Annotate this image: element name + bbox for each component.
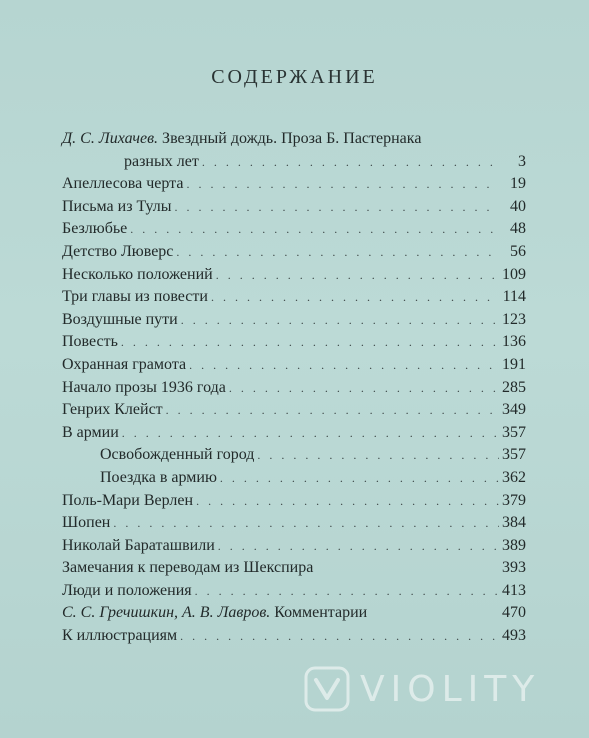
page-title: СОДЕРЖАНИЕ [211, 66, 378, 88]
toc-entry [62, 602, 526, 625]
toc-entry-title [62, 196, 172, 219]
toc-page-number: 357 [502, 423, 526, 441]
toc-entry-text: Комментарии [270, 604, 368, 622]
toc-entry-title [62, 422, 119, 445]
toc-page-number: 123 [502, 310, 526, 328]
dot-leader [166, 399, 499, 422]
toc-entry-title [62, 331, 118, 354]
toc-entry [62, 196, 526, 219]
toc-entry-text: Звездный дождь. Проза Б. Пастернака [158, 130, 422, 147]
toc-page-number: 379 [502, 491, 526, 509]
toc-entry-text: Николай Бараташвили [62, 536, 215, 554]
toc-entry-text: Повесть [62, 333, 118, 351]
toc-page-number: 56 [510, 242, 526, 260]
toc-page-number: 3 [518, 152, 526, 170]
dot-leader [122, 422, 499, 445]
toc-entry-title [62, 151, 199, 174]
toc-entry-title [62, 173, 183, 196]
toc-page-number: 470 [502, 604, 526, 622]
toc-page-number: 413 [502, 581, 526, 599]
dot-leader [189, 354, 499, 377]
toc-entry-title [62, 557, 313, 580]
table-of-contents [62, 128, 526, 648]
toc-entry-text: К иллюстрациям [62, 627, 178, 645]
toc-entry [62, 535, 526, 558]
dot-leader [257, 444, 499, 467]
dot-leader [186, 173, 499, 196]
toc-entry-title [62, 264, 213, 287]
toc-entry-text: Начало прозы 1936 года [62, 378, 226, 396]
dot-leader [181, 309, 499, 332]
toc-entry-text: Шопен [62, 514, 111, 532]
toc-entry [62, 422, 526, 445]
toc-entry-text: Генрих Клейст [62, 401, 163, 419]
toc-page-number: 357 [502, 446, 526, 464]
violity-logo-icon [304, 666, 350, 712]
toc-entry-text: Безлюбье [62, 220, 128, 238]
toc-entry-title [62, 625, 177, 648]
dot-leader [211, 286, 499, 309]
toc-entry-text: Поездка в армию [100, 468, 217, 486]
dot-leader [195, 580, 499, 603]
toc-entry-title [62, 580, 192, 603]
toc-entry-title [62, 399, 163, 422]
toc-entry-title [62, 241, 173, 264]
dot-leader [218, 535, 499, 558]
toc-entry-title [62, 309, 178, 332]
toc-page-number: 191 [502, 355, 526, 373]
toc-entry [62, 173, 526, 196]
toc-entry [62, 444, 526, 467]
toc-entry [62, 467, 526, 490]
toc-entry [62, 377, 526, 400]
toc-entry-text: Детство Люверс [62, 242, 174, 260]
toc-entry-text: разных лет [124, 152, 199, 170]
toc-entry-text: Воздушные пути [62, 310, 178, 328]
toc-entry-title [62, 218, 127, 241]
toc-page-number: 40 [510, 197, 526, 215]
toc-page-number: 362 [502, 468, 526, 486]
dot-leader [216, 264, 499, 287]
toc-entry-title [62, 467, 217, 490]
toc-entry [62, 399, 526, 422]
toc-entry-text: Апеллесова черта [62, 175, 184, 193]
toc-entry-text: Люди и положения [62, 581, 192, 599]
toc-entry-title [62, 354, 186, 377]
toc-page-number: 48 [510, 220, 526, 238]
toc-entry [62, 580, 526, 603]
toc-entry-title [62, 535, 215, 558]
dot-leader [130, 218, 499, 241]
toc-entry-text: Освобожденный город [100, 446, 255, 464]
toc-page-number: 109 [502, 265, 526, 283]
toc-entry-title [62, 512, 110, 535]
toc-page-number: 114 [502, 288, 526, 306]
toc-entry [62, 490, 526, 513]
toc-entry [62, 354, 526, 377]
toc-entry-title [62, 128, 421, 151]
toc-entry [62, 625, 526, 648]
toc-entry-text: Несколько положений [62, 265, 213, 283]
toc-entry-author: Д. С. Лихачев. [62, 130, 159, 147]
toc-entry-title [62, 602, 367, 625]
toc-page-number: 384 [502, 514, 526, 532]
toc-entry-text: Поль-Мари Верлен [62, 491, 194, 509]
toc-entry-title [62, 490, 193, 513]
dot-leader [176, 241, 499, 264]
toc-page-number: 493 [502, 627, 526, 645]
toc-page-number: 393 [502, 559, 526, 577]
toc-entry-title [62, 444, 254, 467]
toc-entry-text: Три главы из повести [62, 288, 208, 306]
dot-leader [229, 377, 499, 400]
toc-entry-title [62, 377, 226, 400]
dot-leader [180, 625, 499, 648]
toc-page-number: 19 [510, 175, 526, 193]
dot-leader [175, 196, 499, 219]
watermark-text: VIOLITY [360, 668, 541, 710]
toc-entry [62, 286, 526, 309]
dot-leader [202, 151, 499, 174]
toc-entry [62, 128, 526, 151]
watermark [304, 664, 540, 714]
toc-entry-text: Замечания к переводам из Шекспира [62, 559, 314, 577]
toc-entry-text: В армии [62, 423, 119, 441]
toc-page-number: 349 [502, 401, 526, 419]
toc-entry-title [62, 286, 208, 309]
toc-entry [62, 264, 526, 287]
dot-leader [220, 467, 499, 490]
dot-leader [121, 331, 499, 354]
toc-entry [62, 241, 526, 264]
toc-entry [62, 331, 526, 354]
toc-page-number: 136 [502, 333, 526, 351]
toc-entry [62, 557, 526, 580]
toc-entry [62, 512, 526, 535]
toc-entry [62, 309, 526, 332]
toc-page-number: 389 [502, 536, 526, 554]
toc-entry-author: С. С. Гречишкин, А. В. Лавров. [62, 604, 271, 622]
toc-page-number: 285 [502, 378, 526, 396]
toc-entry-text: Охранная грамота [62, 355, 187, 373]
dot-leader [196, 490, 499, 513]
toc-entry-text: Письма из Тулы [62, 197, 172, 215]
dot-leader [113, 512, 499, 535]
toc-entry [62, 151, 526, 174]
toc-entry [62, 218, 526, 241]
